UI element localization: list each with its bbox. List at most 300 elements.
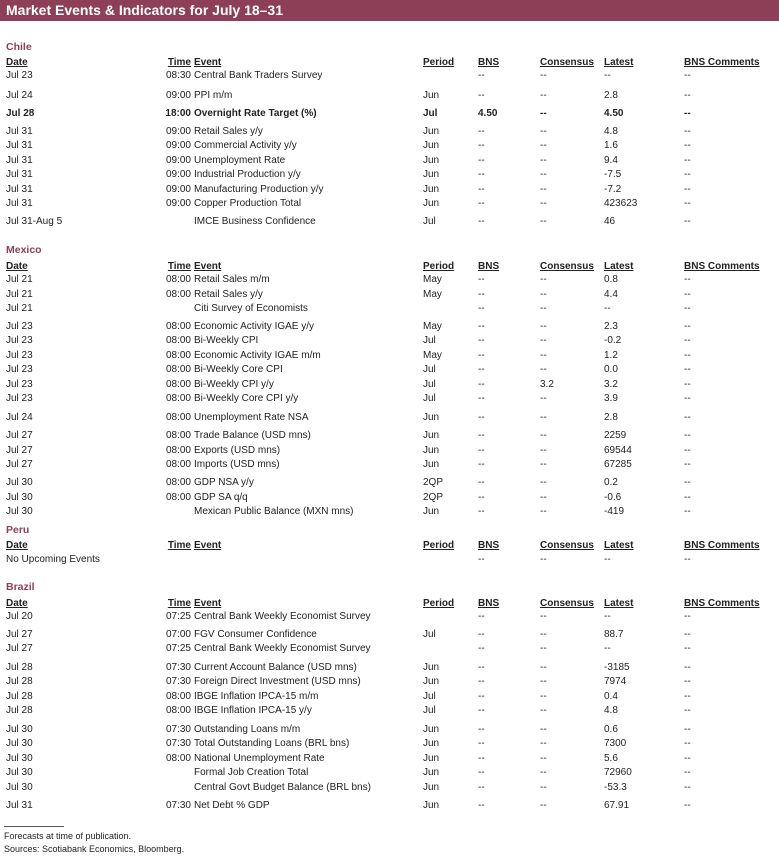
- cell-event: Bi-Weekly CPI: [194, 335, 259, 346]
- cell-event: Economic Activity IGAE y/y: [194, 321, 315, 332]
- cell-period: Jun: [423, 800, 440, 811]
- cell-latest: -0.6: [604, 492, 622, 503]
- cell-time: 09:00: [165, 198, 191, 209]
- column-header-consensus: Consensus: [540, 540, 594, 551]
- cell-consensus: --: [540, 430, 547, 441]
- region-heading: Brazil: [6, 581, 35, 593]
- cell-comments: --: [684, 445, 691, 456]
- cell-bns: --: [478, 676, 485, 687]
- cell-consensus: --: [540, 321, 547, 332]
- cell-comments: --: [684, 350, 691, 361]
- cell-time: 08:00: [165, 350, 191, 361]
- cell-comments: --: [684, 506, 691, 517]
- cell-date: Jul 23: [6, 379, 33, 390]
- cell-bns: --: [478, 662, 485, 673]
- cell-bns: --: [478, 705, 485, 716]
- column-header-comments: BNS Comments: [684, 540, 760, 551]
- cell-date: Jul 28: [6, 691, 33, 702]
- cell-period: Jun: [423, 459, 440, 470]
- cell-consensus: --: [540, 364, 547, 375]
- cell-consensus: 3.2: [540, 379, 554, 390]
- cell-comments: --: [684, 198, 691, 209]
- cell-consensus: --: [540, 155, 547, 166]
- cell-time: 07:30: [165, 676, 191, 687]
- column-header-period: Period: [423, 598, 455, 609]
- cell-latest: 46: [604, 216, 616, 227]
- cell-period: Jun: [423, 724, 440, 735]
- cell-comments: --: [684, 459, 691, 470]
- cell-comments: --: [684, 629, 691, 640]
- cell-latest: 2.3: [604, 321, 618, 332]
- cell-comments: --: [684, 335, 691, 346]
- cell-date: Jul 28: [6, 662, 33, 673]
- cell-consensus: --: [540, 477, 547, 488]
- cell-time: 08:00: [165, 364, 191, 375]
- column-header-date: Date: [6, 540, 28, 551]
- cell-bns: --: [478, 753, 485, 764]
- cell-consensus: --: [540, 303, 547, 314]
- column-header-event: Event: [194, 261, 222, 272]
- cell-period: May: [423, 289, 442, 300]
- cell-time: 08:00: [165, 477, 191, 488]
- cell-latest: 3.2: [604, 379, 618, 390]
- cell-date: Jul 31: [6, 155, 33, 166]
- cell-comments: --: [684, 289, 691, 300]
- cell-bns: --: [478, 393, 485, 404]
- cell-event: Exports (USD mns): [194, 445, 281, 456]
- cell-bns: --: [478, 303, 485, 314]
- cell-comments: --: [684, 393, 691, 404]
- cell-comments: --: [684, 155, 691, 166]
- cell-comments: --: [684, 430, 691, 441]
- column-header-period: Period: [423, 57, 455, 68]
- cell-event: Current Account Balance (USD mns): [194, 662, 357, 673]
- cell-bns: --: [478, 140, 485, 151]
- cell-event: Bi-Weekly CPI y/y: [194, 379, 274, 390]
- cell-event: Total Outstanding Loans (BRL bns): [194, 738, 350, 749]
- cell-bns: --: [478, 691, 485, 702]
- cell-time: 07:25: [165, 643, 191, 654]
- cell-event: Mexican Public Balance (MXN mns): [194, 506, 354, 517]
- cell-latest: 5.6: [604, 753, 618, 764]
- cell-comments: --: [684, 738, 691, 749]
- cell-latest: --: [604, 643, 611, 654]
- cell-comments: --: [684, 184, 691, 195]
- cell-time: 18:00: [165, 108, 191, 119]
- cell-consensus: --: [540, 90, 547, 101]
- cell-bns: --: [478, 477, 485, 488]
- cell-event: Outstanding Loans m/m: [194, 724, 301, 735]
- cell-time: 08:00: [165, 753, 191, 764]
- cell-latest: -7.5: [604, 169, 622, 180]
- cell-time: 08:00: [165, 691, 191, 702]
- cell-comments: --: [684, 321, 691, 332]
- footnote-sources: Sources: Scotiabank Economics, Bloomberg.: [4, 844, 185, 854]
- column-header-period: Period: [423, 261, 455, 272]
- cell-bns: --: [478, 70, 485, 81]
- cell-bns: --: [478, 274, 485, 285]
- cell-date: Jul 30: [6, 477, 33, 488]
- cell-consensus: --: [540, 393, 547, 404]
- cell-latest: 69544: [604, 445, 632, 456]
- cell-consensus: --: [540, 611, 547, 622]
- cell-period: Jul: [423, 216, 436, 227]
- cell-time: 08:00: [165, 274, 191, 285]
- cell-period: Jun: [423, 140, 440, 151]
- cell-bns: 4.50: [478, 108, 498, 119]
- cell-event: Central Bank Weekly Economist Survey: [194, 643, 371, 654]
- cell-event: Unemployment Rate NSA: [194, 412, 309, 423]
- cell-consensus: --: [540, 629, 547, 640]
- cell-period: Jun: [423, 506, 440, 517]
- cell-event: Bi-Weekly Core CPI: [194, 364, 283, 375]
- column-header-bns: BNS: [478, 261, 500, 272]
- cell-date: Jul 24: [6, 90, 33, 101]
- cell-period: May: [423, 321, 442, 332]
- cell-latest: --: [604, 554, 611, 565]
- column-header-event: Event: [194, 57, 222, 68]
- cell-period: Jul: [423, 691, 436, 702]
- cell-comments: --: [684, 724, 691, 735]
- cell-latest: 4.4: [604, 289, 618, 300]
- cell-comments: --: [684, 492, 691, 503]
- column-header-consensus: Consensus: [540, 261, 594, 272]
- column-header-event: Event: [194, 540, 222, 551]
- cell-date: Jul 27: [6, 445, 33, 456]
- cell-latest: 3.9: [604, 393, 618, 404]
- cell-time: 09:00: [165, 126, 191, 137]
- cell-bns: --: [478, 506, 485, 517]
- cell-date: No Upcoming Events: [6, 554, 100, 565]
- cell-bns: --: [478, 216, 485, 227]
- cell-consensus: --: [540, 412, 547, 423]
- cell-time: 07:30: [165, 800, 191, 811]
- cell-comments: --: [684, 274, 691, 285]
- cell-comments: --: [684, 412, 691, 423]
- cell-consensus: --: [540, 140, 547, 151]
- cell-period: Jun: [423, 90, 440, 101]
- cell-bns: --: [478, 782, 485, 793]
- cell-latest: 72960: [604, 767, 632, 778]
- cell-consensus: --: [540, 662, 547, 673]
- cell-comments: --: [684, 676, 691, 687]
- cell-latest: 0.0: [604, 364, 618, 375]
- cell-date: Jul 30: [6, 506, 33, 517]
- cell-latest: 0.6: [604, 724, 618, 735]
- cell-time: 09:00: [165, 90, 191, 101]
- cell-event: Bi-Weekly Core CPI y/y: [194, 393, 299, 404]
- cell-time: 07:30: [165, 738, 191, 749]
- cell-event: Economic Activity IGAE m/m: [194, 350, 321, 361]
- cell-latest: --: [604, 70, 611, 81]
- column-header-latest: Latest: [604, 540, 634, 551]
- cell-consensus: --: [540, 554, 547, 565]
- column-header-bns: BNS: [478, 540, 500, 551]
- cell-time: 09:00: [165, 184, 191, 195]
- cell-consensus: --: [540, 335, 547, 346]
- cell-date: Jul 23: [6, 70, 33, 81]
- cell-comments: --: [684, 477, 691, 488]
- cell-time: 08:00: [165, 321, 191, 332]
- cell-bns: --: [478, 430, 485, 441]
- column-header-event: Event: [194, 598, 222, 609]
- cell-bns: --: [478, 155, 485, 166]
- cell-bns: --: [478, 198, 485, 209]
- cell-comments: --: [684, 691, 691, 702]
- cell-latest: 423623: [604, 198, 638, 209]
- cell-date: Jul 20: [6, 611, 33, 622]
- cell-period: Jun: [423, 430, 440, 441]
- cell-date: Jul 27: [6, 430, 33, 441]
- cell-period: Jun: [423, 184, 440, 195]
- cell-consensus: --: [540, 643, 547, 654]
- cell-bns: --: [478, 738, 485, 749]
- cell-bns: --: [478, 554, 485, 565]
- cell-event: Formal Job Creation Total: [194, 767, 309, 778]
- cell-bns: --: [478, 724, 485, 735]
- cell-latest: 0.2: [604, 477, 618, 488]
- cell-event: Foreign Direct Investment (USD mns): [194, 676, 361, 687]
- cell-time: 07:00: [165, 629, 191, 640]
- cell-period: Jun: [423, 662, 440, 673]
- cell-event: GDP SA q/q: [194, 492, 248, 503]
- column-header-bns: BNS: [478, 598, 500, 609]
- cell-consensus: --: [540, 724, 547, 735]
- cell-period: 2QP: [423, 492, 444, 503]
- cell-comments: --: [684, 753, 691, 764]
- cell-event: GDP NSA y/y: [194, 477, 254, 488]
- cell-time: 08:30: [165, 70, 191, 81]
- cell-comments: --: [684, 126, 691, 137]
- cell-bns: --: [478, 379, 485, 390]
- cell-period: Jul: [423, 379, 436, 390]
- cell-bns: --: [478, 629, 485, 640]
- cell-comments: --: [684, 90, 691, 101]
- cell-period: Jun: [423, 412, 440, 423]
- cell-consensus: --: [540, 782, 547, 793]
- cell-event: Central Govt Budget Balance (BRL bns): [194, 782, 371, 793]
- cell-date: Jul 28: [6, 676, 33, 687]
- column-header-latest: Latest: [604, 57, 634, 68]
- cell-comments: --: [684, 140, 691, 151]
- cell-date: Jul 23: [6, 335, 33, 346]
- cell-event: Commercial Activity y/y: [194, 140, 297, 151]
- cell-latest: --: [604, 611, 611, 622]
- cell-period: Jul: [423, 108, 438, 119]
- cell-comments: --: [684, 554, 691, 565]
- cell-event: Manufacturing Production y/y: [194, 184, 324, 195]
- cell-comments: --: [684, 169, 691, 180]
- cell-bns: --: [478, 126, 485, 137]
- cell-period: May: [423, 350, 442, 361]
- cell-period: Jun: [423, 767, 440, 778]
- cell-bns: --: [478, 611, 485, 622]
- cell-consensus: --: [540, 198, 547, 209]
- cell-latest: 7300: [604, 738, 627, 749]
- cell-bns: --: [478, 767, 485, 778]
- cell-event: IMCE Business Confidence: [194, 216, 316, 227]
- cell-period: May: [423, 274, 442, 285]
- column-header-comments: BNS Comments: [684, 57, 760, 68]
- cell-period: Jul: [423, 629, 436, 640]
- cell-time: 08:00: [165, 705, 191, 716]
- cell-latest: 67285: [604, 459, 632, 470]
- cell-bns: --: [478, 289, 485, 300]
- cell-bns: --: [478, 364, 485, 375]
- cell-time: 07:30: [165, 662, 191, 673]
- cell-consensus: --: [540, 169, 547, 180]
- cell-event: National Unemployment Rate: [194, 753, 325, 764]
- footnote-forecasts: Forecasts at time of publication.: [4, 831, 132, 841]
- cell-comments: --: [684, 662, 691, 673]
- cell-date: Jul 30: [6, 724, 33, 735]
- cell-date: Jul 27: [6, 459, 33, 470]
- cell-date: Jul 21: [6, 289, 33, 300]
- cell-period: Jun: [423, 198, 440, 209]
- cell-consensus: --: [540, 738, 547, 749]
- cell-consensus: --: [540, 691, 547, 702]
- cell-comments: --: [684, 782, 691, 793]
- column-header-latest: Latest: [604, 598, 634, 609]
- cell-event: FGV Consumer Confidence: [194, 629, 317, 640]
- cell-consensus: --: [540, 108, 547, 119]
- column-header-time: Time: [167, 540, 191, 551]
- cell-period: 2QP: [423, 477, 444, 488]
- cell-time: 09:00: [165, 140, 191, 151]
- cell-latest: 2.8: [604, 90, 618, 101]
- cell-date: Jul 31: [6, 800, 33, 811]
- cell-period: Jul: [423, 705, 436, 716]
- cell-event: Retail Sales y/y: [194, 289, 263, 300]
- cell-time: 08:00: [165, 393, 191, 404]
- region-heading: Peru: [6, 524, 30, 536]
- cell-date: Jul 31-Aug 5: [6, 216, 63, 227]
- cell-event: Copper Production Total: [194, 198, 302, 209]
- column-header-period: Period: [423, 540, 455, 551]
- column-header-consensus: Consensus: [540, 598, 594, 609]
- cell-consensus: --: [540, 289, 547, 300]
- cell-bns: --: [478, 184, 485, 195]
- cell-consensus: --: [540, 767, 547, 778]
- cell-bns: --: [478, 445, 485, 456]
- cell-period: Jun: [423, 676, 440, 687]
- cell-date: Jul 27: [6, 629, 33, 640]
- cell-latest: 4.8: [604, 705, 618, 716]
- cell-event: Industrial Production y/y: [194, 169, 301, 180]
- cell-date: Jul 24: [6, 412, 33, 423]
- cell-consensus: --: [540, 274, 547, 285]
- cell-comments: --: [684, 767, 691, 778]
- cell-event: PPI m/m: [194, 90, 233, 101]
- cell-period: Jun: [423, 445, 440, 456]
- cell-bns: --: [478, 459, 485, 470]
- cell-date: Jul 30: [6, 492, 33, 503]
- cell-event: Net Debt % GDP: [194, 800, 270, 811]
- cell-time: 09:00: [165, 169, 191, 180]
- cell-date: Jul 23: [6, 321, 33, 332]
- cell-latest: 7974: [604, 676, 627, 687]
- cell-comments: --: [684, 70, 691, 81]
- region-heading: Chile: [6, 41, 32, 53]
- cell-event: IBGE Inflation IPCA-15 y/y: [194, 705, 312, 716]
- cell-event: Imports (USD mns): [194, 459, 280, 470]
- cell-bns: --: [478, 412, 485, 423]
- cell-time: 08:00: [165, 379, 191, 390]
- column-header-time: Time: [167, 57, 191, 68]
- cell-latest: 4.8: [604, 126, 618, 137]
- cell-event: Unemployment Rate: [194, 155, 286, 166]
- cell-period: Jun: [423, 169, 440, 180]
- cell-latest: 9.4: [604, 155, 618, 166]
- cell-period: Jul: [423, 393, 436, 404]
- cell-date: Jul 23: [6, 364, 33, 375]
- cell-comments: --: [684, 364, 691, 375]
- cell-bns: --: [478, 90, 485, 101]
- cell-comments: --: [684, 379, 691, 390]
- cell-consensus: --: [540, 126, 547, 137]
- cell-date: Jul 31: [6, 126, 33, 137]
- cell-event: Central Bank Weekly Economist Survey: [194, 611, 371, 622]
- cell-period: Jun: [423, 738, 440, 749]
- cell-event: Overnight Rate Target (%): [194, 108, 317, 119]
- cell-latest: 88.7: [604, 629, 624, 640]
- cell-date: Jul 30: [6, 738, 33, 749]
- cell-date: Jul 23: [6, 350, 33, 361]
- cell-event: Trade Balance (USD mns): [194, 430, 311, 441]
- cell-latest: -419: [604, 506, 625, 517]
- cell-latest: -3185: [604, 662, 630, 673]
- cell-comments: --: [684, 611, 691, 622]
- cell-time: 08:00: [165, 335, 191, 346]
- cell-period: Jun: [423, 782, 440, 793]
- cell-period: Jun: [423, 155, 440, 166]
- column-header-time: Time: [167, 598, 191, 609]
- cell-time: 08:00: [165, 289, 191, 300]
- cell-time: 07:25: [165, 611, 191, 622]
- column-header-comments: BNS Comments: [684, 261, 760, 272]
- cell-bns: --: [478, 800, 485, 811]
- cell-comments: --: [684, 216, 691, 227]
- cell-latest: --: [604, 303, 611, 314]
- cell-event: Retail Sales m/m: [194, 274, 270, 285]
- cell-time: 09:00: [165, 155, 191, 166]
- column-header-date: Date: [6, 57, 28, 68]
- cell-time: 07:30: [165, 724, 191, 735]
- cell-date: Jul 30: [6, 767, 33, 778]
- page-title: Market Events & Indicators for July 18–31: [0, 0, 779, 21]
- cell-date: Jul 31: [6, 140, 33, 151]
- cell-consensus: --: [540, 216, 547, 227]
- cell-comments: --: [684, 643, 691, 654]
- cell-consensus: --: [540, 800, 547, 811]
- cell-latest: 4.50: [604, 108, 624, 119]
- cell-latest: 67.91: [604, 800, 630, 811]
- cell-consensus: --: [540, 506, 547, 517]
- cell-time: 08:00: [165, 412, 191, 423]
- column-header-comments: BNS Comments: [684, 598, 760, 609]
- cell-comments: --: [684, 108, 691, 119]
- cell-date: Jul 21: [6, 274, 33, 285]
- cell-latest: 2.8: [604, 412, 618, 423]
- cell-consensus: --: [540, 350, 547, 361]
- cell-date: Jul 28: [6, 108, 35, 119]
- cell-latest: 0.4: [604, 691, 618, 702]
- cell-time: 08:00: [165, 459, 191, 470]
- cell-date: Jul 31: [6, 184, 33, 195]
- column-header-time: Time: [167, 261, 191, 272]
- cell-date: Jul 23: [6, 393, 33, 404]
- column-header-bns: BNS: [478, 57, 500, 68]
